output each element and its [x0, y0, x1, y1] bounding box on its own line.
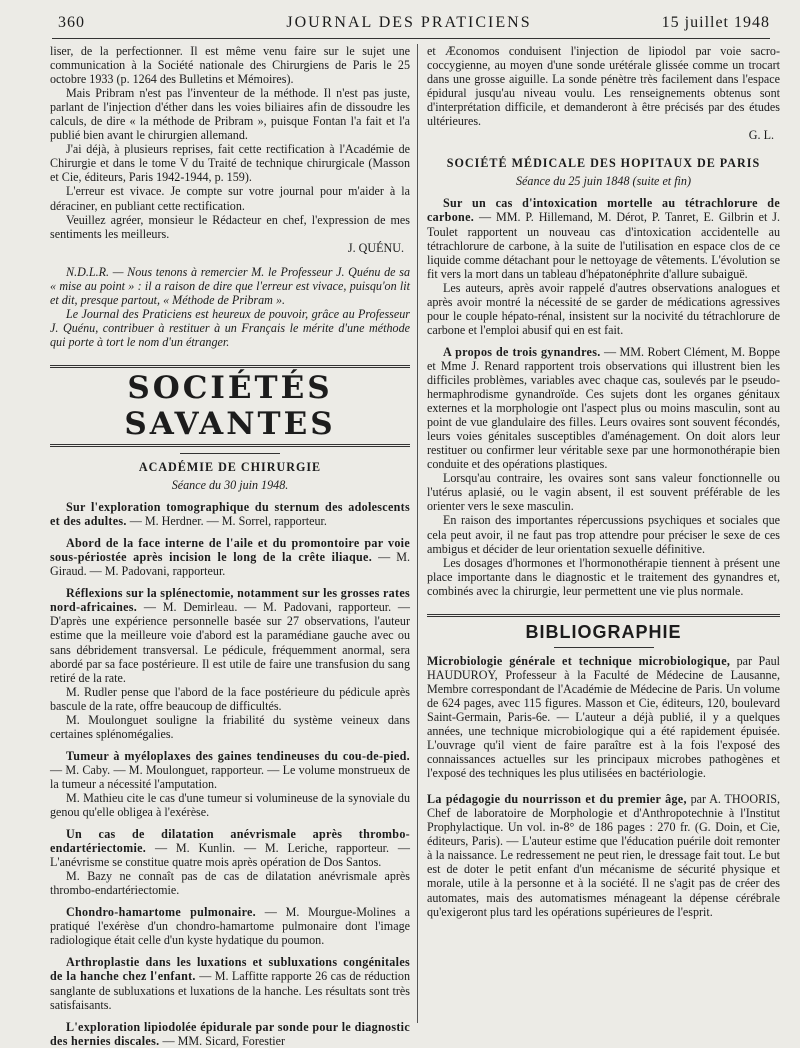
editor-note: Le Journal des Praticiens est heureux de pouvoir, grâce au Professeur J. Quénu, contribuer à restituer à un Français le mérite d'une méthode qui porte à tort le nom d'un étranger.	[50, 306, 410, 349]
letter-paragraph: Mais Pribram n'est pas l'inventeur de la méthode. Il n'est pas juste, parlant de l'injection d'éther dans les voies biliaires afin de dissoudre les calculs, de dire « la méthode de Pribram », puisque Fontan l'a fait et l'a publié bien avant le chirurgien allemand.	[50, 86, 410, 143]
column-divider	[417, 44, 418, 1023]
report-paragraph: Les dosages d'hormones et l'hormonothérapie tiennent à présent une place importante dans le diagnostic et le traitement des gynandres et, combinés avec la chirurgie, leur permettent une vie plus normale.	[427, 555, 780, 598]
report-item: Arthroplastie dans les luxations et subluxations congénitales de la hanche chez l'enfant. — M. Laffitte rapporte 26 cas de réduction sanglante de subluxations et luxations de la hanche. Les résultats sont très satisfaisants.	[50, 955, 410, 1012]
issue-date: 15 juillet 1948	[661, 14, 770, 31]
letter-paragraph: liser, de la perfectionner. Il est même venu faire sur le sujet une communication à la Société nationale des Chirurgiens de Paris le 25 octobre 1933 (p. 1264 des Bulletins et Mémoires).	[50, 44, 410, 87]
report-signature: G. L.	[748, 128, 774, 143]
section-rule	[50, 444, 410, 447]
report-item: Tumeur à myéloplaxes des gaines tendineuses du cou-de-pied. — M. Caby. — M. Moulonguet, rapporteur. — Le volume monstrueux de la tumeur a nécessité l'amputation.	[50, 748, 410, 791]
session-date: Séance du 25 juin 1848 (suite et fin)	[516, 174, 691, 189]
header-rule	[52, 38, 770, 39]
book-review: La pédagogie du nourrisson et du premier âge, par A. THOORIS, Chef de laboratoire de Morphologie et d'Anthropotechnie à l'Institut Prophylactique. Un vol. in-8° de 186 pages : 270 fr. (G. Doin, et Cie, éditeurs, Paris). — L'auteur estime que l'éducation puérile doit remonter à la naissance. Le redressement ne peut rien, le dressage fait tout. Le but est de doter le petit enfant d'un mécanisme de sécurité physique et morale, utile à la personne et à la société. Il ne s'agit pas de créer des automates, mais des automatismes ménageant la dépense cérébrale qu'exigeront plus tard les opérations supérieures de l'esprit.	[427, 792, 780, 919]
report-item: Abord de la face interne de l'aile et du promontoire par voie sous-périostée après incision le long de la crête iliaque. — M. Giraud. — M. Padovani, rapporteur.	[50, 536, 411, 579]
society-heading: SOCIÉTÉ MÉDICALE DES HOPITAUX DE PARIS	[446, 156, 761, 171]
section-rule	[50, 365, 410, 368]
report-item: Sur un cas d'intoxication mortelle au tétrachlorure de carbone. — MM. P. Hillemand, M. Dérot, P. Tanret, E. Gilbrin et J. Toulet rapportent un nouveau cas d'intoxication accidentelle au tétrachlorure de carbone, à la suite de l'utilisation en espace clos de ce liquide comme détachant pour le nettoyage de vêtements. L'évolution se fit vers la mort dans un tableau d'hépatonéphrite d'allure subaiguë.	[427, 196, 780, 281]
letter-paragraph: Veuillez agréer, monsieur le Rédacteur en chef, l'expression de mes sentiments les meilleurs.	[50, 212, 410, 241]
editor-note: N.D.L.R. — Nous tenons à remercier M. le Professeur J. Quénu de sa « mise au point » : il a raison de dire que l'erreur est vivace, puisqu'on lit et dit, presque partout, « Méthode de Pribram ».	[50, 264, 410, 307]
page-number: 360	[58, 14, 85, 31]
society-heading: ACADÉMIE DE CHIRURGIE	[138, 459, 322, 474]
letter-paragraph: J'ai déjà, à plusieurs reprises, fait cette rectification à l'Académie de Chirurgie et dans le tome V du Traité de technique chirurgicale (Masson et Cie, éditeurs, Paris 1942-1944, p. 159).	[50, 142, 410, 185]
letter-signature: J. QUÉNU.	[347, 240, 404, 255]
report-item: Chondro-hamartome pulmonaire. — M. Mourgue-Molines a pratiqué l'exérèse d'un chondro-hamartome pulmonaire dont l'image radiologique était celle d'un kyste hydatique du poumon.	[50, 905, 410, 948]
report-paragraph: Lorsqu'au contraire, les ovaires sont sans valeur fonctionnelle ou l'utérus aplasié, ou le vagin absent, il est souvent préférable de les orienter vers le sexe masculin.	[427, 471, 780, 514]
report-item: Un cas de dilatation anévrismale après thrombo-endartériectomie. — M. Kunlin. — M. Leriche, rapporteur. — L'anévrisme se constitue quatre mois après opération de Dos Santos.	[50, 827, 410, 870]
report-item: L'exploration lipiodolée épidurale par sonde pour le diagnostic des hernies discales. — MM. Sicard, Forestier	[50, 1019, 410, 1048]
report-paragraph: M. Rudler pense que l'abord de la face postérieure du pédicule après bascule de la rate, offre beaucoup de difficultés.	[50, 684, 410, 713]
book-review: Microbiologie générale et technique microbiologique, par Paul HAUDUROY, Professeur à la Faculté de Médecine de Lausanne, Membre correspondant de l'Académie de Médecine de Paris. Un volume de 624 pages, avec 115 figures. Masson et Cie, éditeurs, 120, boulevard Saint-Germain, Paris-6e. — L'auteur a déjà publié, il y a quelques années, une technique microbiologique qui a été rapidement épuisée. L'ouvrage qu'il vient de faire paraître est à la fois l'exposé des connaissances actuelles sur les principaux microbes pathogènes et l'exposé des techniques les plus utilisées en bactériologie.	[427, 653, 780, 781]
report-paragraph: et Æconomos conduisent l'injection de lipiodol par voie sacro-coccygienne, au moyen d'une sonde urétérale glissée comme un trocart dans une grosse aiguille. La sonde pénètre très facilement dans l'espace épidural jusqu'au niveau voulu. Les renseignements obtenus sont d'interprétation difficile, et demanderont à être précisés par des études ultérieures.	[427, 44, 780, 129]
report-item: A propos de trois gynandres. — MM. Robert Clément, M. Boppe et Mme J. Renard rapportent trois observations qui illustrent bien les difficiles problèmes, variables avec chaque cas, soulevés par le pseudo-hermaphrodisme gynandroïde. Ces sujets dont les organes génitaux externes et la morphologie ont l'aspect plus ou moins masculin, sont au point de vue glandulaire des filles. Leurs ovaires sont souvent fécondés, leurs voies génitales susceptibles d'aménagement. On doit alors leur restituer ou confirmer leur véritable sexe par une hormonothérapie bien conduite et des opérations plastiques.	[427, 344, 780, 472]
report-paragraph: M. Moulonguet souligne la friabilité du système veineux dans certaines splénomégalies.	[50, 712, 410, 741]
letter-paragraph: L'erreur est vivace. Je compte sur votre journal pour m'aider à la déraciner, en publiant cette rectification.	[50, 184, 410, 213]
short-rule	[180, 453, 280, 454]
section-title: SOCIÉTÉS SAVANTES	[124, 369, 336, 442]
report-item: Sur l'exploration tomographique du sternum des adolescents et des adultes. — M. Herdner. — M. Sorrel, rapporteur.	[50, 500, 410, 529]
journal-title: JOURNAL DES PRATICIENS	[286, 14, 532, 31]
report-paragraph: En raison des importantes répercussions psychiques et sociales que cela peut avoir, il ne faut pas trop attendre pour préciser le sexe de ces ambigus et décider de leur orientation sexuelle définitive.	[427, 513, 780, 556]
session-date: Séance du 30 juin 1948.	[171, 478, 289, 493]
bibliography-heading: BIBLIOGRAPHIE	[525, 621, 682, 642]
report-paragraph: M. Bazy ne connaît pas de cas de dilatation anévrismale après thrombo-endartériectomie.	[50, 869, 410, 898]
report-paragraph: M. Mathieu cite le cas d'une tumeur si volumineuse de la synoviale du genou qu'elle obligea à l'exérèse.	[50, 790, 410, 820]
short-rule	[554, 647, 654, 648]
left-column	[50, 44, 410, 1048]
report-paragraph: Les auteurs, après avoir rappelé d'autres observations analogues et après avoir montré la nécessité de se garder de médications agressives pour le couple hépato-rénal, insistent sur la nocivité du tétrachlorure de carbone et l'emploi abusif qui en est fait.	[427, 280, 780, 337]
page-header	[48, 10, 770, 34]
right-column	[427, 44, 780, 919]
report-item: Réflexions sur la splénectomie, notamment sur les grosses rates nord-africaines. — M. Demirleau. — M. Padovani, rapporteur. — D'après une expérience personnelle basée sur 27 observations, l'auteur estime que la meilleure voie d'abord est la paramédiane gauche avec ou sans débridement transversal. Le pédicule, fréquemment anormal, sera abordé par sa face postérieure. Il est utile de faire une transfusion du sang retiré de la rate.	[50, 586, 410, 685]
section-rule	[427, 614, 780, 617]
